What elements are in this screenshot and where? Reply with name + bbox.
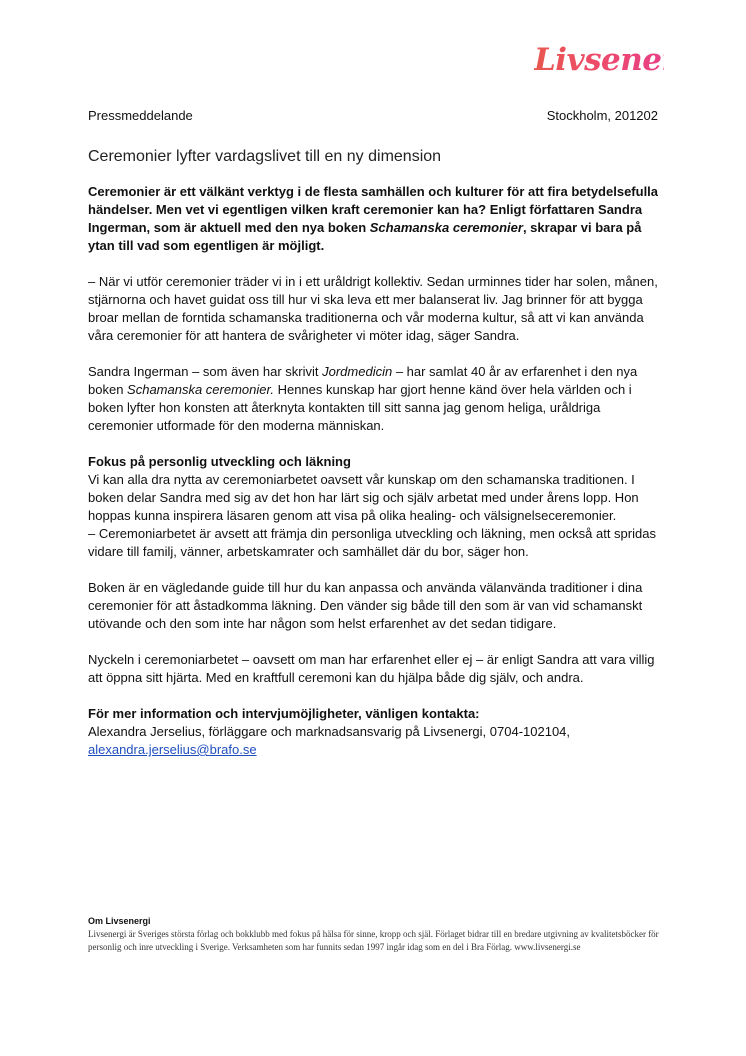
book-title: Schamanska ceremonier xyxy=(369,220,523,235)
paragraph-key: Nyckeln i ceremoniarbetet – oavsett om man har erfarenhet eller ej – är enligt Sandra att vara villig att öppna sitt hjärta. Med en kraftfull ceremoni kan du hjälpa både dig själv, och andra. xyxy=(88,652,655,685)
section-paragraph: Vi kan alla dra nytta av ceremoniarbetet oavsett vår kunskap om den schamanska traditionen. I boken delar Sandra med sig av det hon har lärt sig och själv arbetat med under årens lopp. Hon hoppas kunna inspirera läsaren genom att visa på olika healing- och välsignelseceremonier. xyxy=(88,472,639,523)
footer xyxy=(88,915,660,954)
section-heading: Fokus på personlig utveckling och läkning xyxy=(88,454,351,469)
paragraph-quote: – När vi utför ceremonier träder vi in i ett uråldrigt kollektiv. Sedan urminnes tider har solen, månen, stjärnorna och havet guidat oss till hur vi ska leva ett mer balanserat liv. Jag brinner för att bygga broar mellan de forntida schamanska traditionerna och vår moderna kultur, så att vi kan använda våra ceremonier för att hantera de svårigheter vi möter idag, säger Sandra. xyxy=(88,274,658,343)
place-date: Stockholm, 201202 xyxy=(546,108,658,123)
footer-title: Om Livsenergi xyxy=(88,916,151,926)
paragraph-author: Sandra Ingerman – som även har skrivit Jordmedicin – har samlat 40 år av erfarenhet i den nya boken Schamanska ceremonier. Hennes kunskap har gjort henne känd över hela världen och i boken lyfter hon konsten att återknyta kontakten till sitt sanna jag genom heliga, uråldriga ceremonier utformade för den moderna människan. xyxy=(88,364,638,433)
section-quote: – Ceremoniarbetet är avsett att främja din personliga utveckling och läkning, men också att spridas vidare till familj, vänner, arbetskamrater och samhället där du bor, säger hon. xyxy=(88,526,656,559)
document-type: Pressmeddelande xyxy=(88,108,193,123)
book-title-jordmedicin: Jordmedicin xyxy=(322,364,393,379)
livsenergi-logo: Livsenergi xyxy=(534,38,664,82)
headline: Ceremonier lyfter vardagslivet till en ny dimension xyxy=(88,148,442,165)
contact-heading: För mer information och intervjumöjligheter, vänligen kontakta: xyxy=(88,706,480,721)
contact-line: Alexandra Jerselius, förläggare och marknadsansvarig på Livsenergi, 0704-102104, xyxy=(88,724,571,739)
paragraph-guide: Boken är en vägledande guide till hur du kan anpassa och använda välanvända traditioner i dina ceremonier för att åstadkomma läkning. Den vänder sig både till den som är van vid schamanskt utövande och den som inte har någon som helst erfarenhet av det sedan tidigare. xyxy=(88,580,643,631)
footer-text: Livsenergi är Sveriges största förlag och bokklubb med fokus på hälsa för sinne, kropp och själ. Förlaget bidrar till en bredare utgivning av kvalitetsböcker för personlig och inre utveckling i Sverige. Verksamheten som har funnits sedan 1997 ingår idag som en del i Bra Förlag. www.livsenergi.se xyxy=(88,929,659,952)
article-body xyxy=(88,183,660,759)
lead-paragraph: Ceremonier är ett välkänt verktyg i de flesta samhällen och kulturer för att fira betydelsefulla händelser. Men vet vi egentligen vilken kraft ceremonier kan ha? Enligt författaren Sandra Ingerman, som är aktuell med den nya boken Schamanska ceremonier, skrapar vi bara på ytan till vad som egentligen är möjligt. xyxy=(88,184,659,253)
book-title-ceremonier: Schamanska ceremonier. xyxy=(127,382,274,397)
contact-email-link[interactable]: alexandra.jerselius@brafo.se xyxy=(88,742,257,757)
